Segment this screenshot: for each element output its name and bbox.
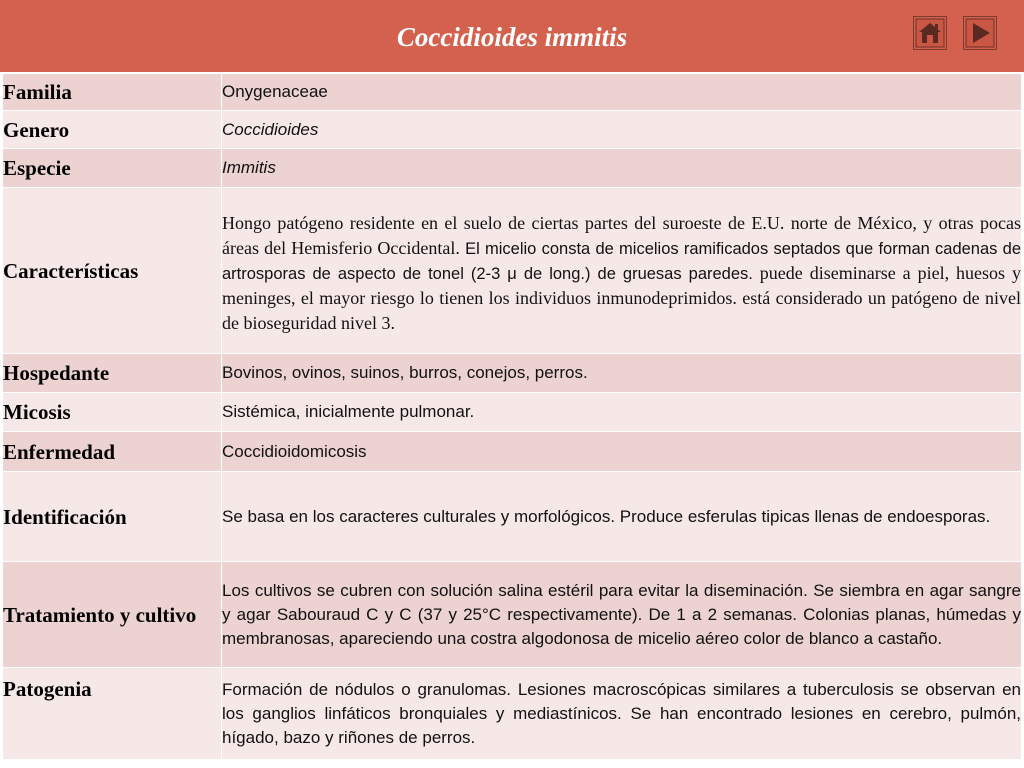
row-label: Identificación (3, 472, 222, 562)
row-value: Sistémica, inicialmente pulmonar. (222, 393, 1022, 432)
table-row (3, 668, 1022, 760)
home-icon (914, 17, 946, 49)
table-row (3, 393, 1022, 432)
table-row (3, 432, 1022, 472)
value-part: El micelio consta de micelios ramificados septados que forman cadenas de artrosporas de aspecto de tonel (2-3 μ de long.) de gruesas paredes. (222, 240, 1022, 283)
row-value: Los cultivos se cubren con solución salina estéril para evitar la diseminación. Se siembra en agar sangre y agar Sabouraud C y C (37 y 25°C respectivamente). De 1 a 2 semanas. Colonias planas, húmedas y membranosas, apareciendo una costra algodonosa de micelio aéreo color de blanco a castaño. (222, 562, 1022, 668)
table-row (3, 188, 1022, 354)
row-value: Coccidioidomicosis (222, 432, 1022, 472)
row-label: Tratamiento y cultivo (3, 562, 222, 668)
table-row (3, 74, 1022, 111)
next-slide-button[interactable] (963, 16, 997, 50)
row-value (222, 188, 1022, 354)
row-label: Especie (3, 149, 222, 188)
row-label: Micosis (3, 393, 222, 432)
row-label: Enfermedad (3, 432, 222, 472)
table-row (3, 111, 1022, 149)
row-value: Formación de nódulos o granulomas. Lesiones macroscópicas similares a tuberculosis se observan en los ganglios linfáticos bronquiales y mediastínicos. Se han encontrado lesiones en cerebro, pulmón, hígado, bazo y riñones de perros. (222, 668, 1022, 760)
row-value: Immitis (222, 149, 1022, 188)
info-table (2, 73, 1022, 760)
slide-title: Coccidioides immitis (396, 22, 628, 52)
home-button[interactable] (913, 16, 947, 50)
row-label: Familia (3, 74, 222, 111)
value-part: Hongo patógeno residente en el suelo de ciertas partes del suroeste de E.U. norte de México, y otras pocas áreas del Hemisferio Occidental. (222, 213, 1021, 258)
row-label: Características (3, 188, 222, 354)
row-label: Genero (3, 111, 222, 149)
row-label: Patogenia (3, 668, 222, 760)
row-value: Se basa en los caracteres culturales y morfológicos. Produce esferulas tipicas llenas de endoesporas. (222, 472, 1022, 562)
play-next-icon (964, 17, 996, 49)
value-part: puede diseminarse a piel, huesos y meninges, el mayor riesgo lo tienen los individuos inmunodeprimidos. está considerado un patógeno de nivel de bioseguridad nivel 3. (222, 263, 1021, 333)
row-label: Hospedante (3, 354, 222, 393)
table-row (3, 354, 1022, 393)
table-row (3, 562, 1022, 668)
row-value: Bovinos, ovinos, suinos, burros, conejos, perros. (222, 354, 1022, 393)
row-value: Coccidioides (222, 111, 1022, 149)
table-row (3, 149, 1022, 188)
table-row (3, 472, 1022, 562)
row-value: Onygenaceae (222, 74, 1022, 111)
